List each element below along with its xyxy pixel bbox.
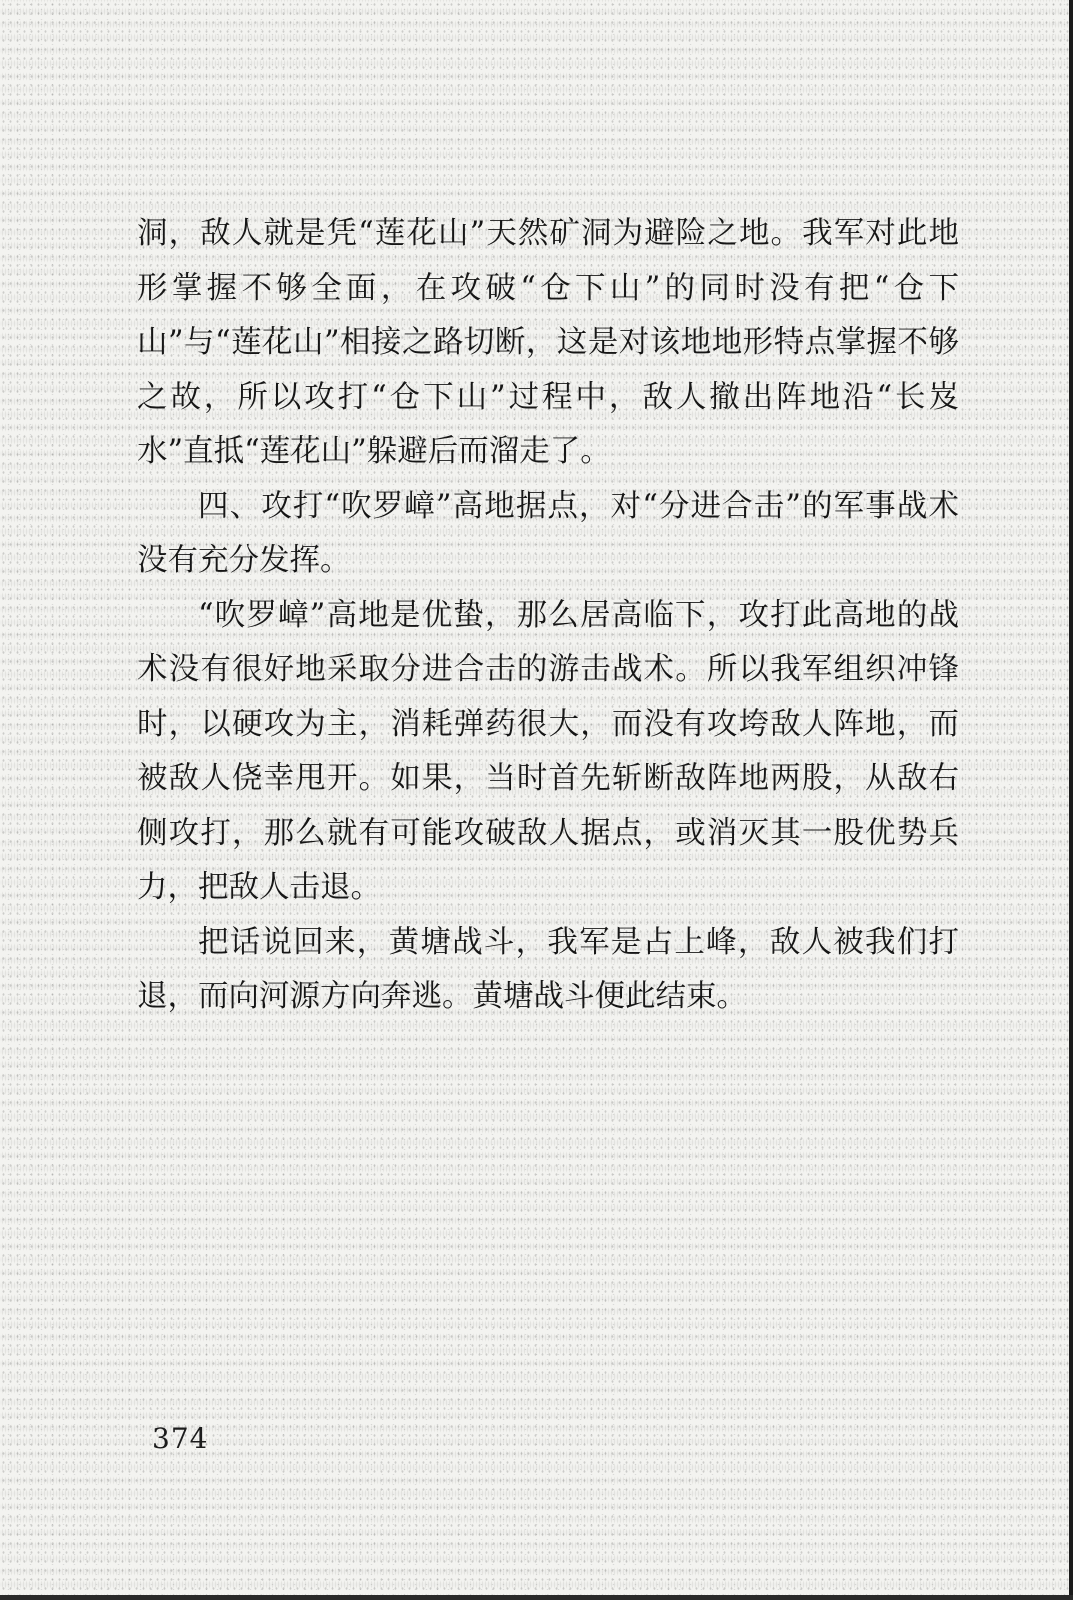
- scan-edge-bottom: [0, 1595, 1073, 1600]
- page-number: 374: [152, 1422, 209, 1455]
- body-text: [137, 207, 959, 1025]
- paragraph-section-four: 四、攻打“吹罗嶂”高地据点，对“分进合击”的军事战术没有充分发挥。: [137, 488, 959, 578]
- paragraph-chuiluozhang: “吹罗嶂”高地是优蛰，那么居高临下，攻打此高地的战术没有很好地采取分进合击的游击战术。所以我军组织冲锋时，以硬攻为主，消耗弹药很大，而没有攻垮敌人阵地，而被敌人侥幸甩开。如果，当时首先斩断敌阵地两股，从敌右侧攻打，那么就有可能攻破敌人据点，或消灭其一股优势兵力，把敌人击退。: [137, 597, 959, 905]
- paragraph-continuation: 洞，敌人就是凭“莲花山”天然矿洞为避险之地。我军对此地形掌握不够全面，在攻破“仓下山”的同时没有把“仓下山”与“莲花山”相接之路切断，这是对该地地形特点掌握不够之故，所以攻打“仓下山”过程中，敌人撤出阵地沿“长岌水”直抵“莲花山”躲避后而溜走了。: [137, 216, 959, 469]
- paragraph-conclusion: 把话说回来，黄塘战斗，我军是占上峰，敌人被我们打退，而向河源方向奔逃。黄塘战斗便此结束。: [137, 924, 959, 1014]
- scan-edge-right: [1069, 0, 1073, 1600]
